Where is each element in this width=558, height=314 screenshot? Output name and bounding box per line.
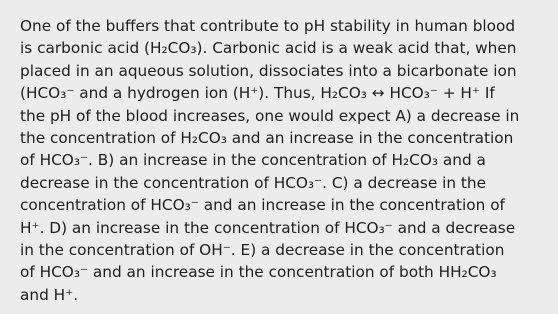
question-text: One of the buffers that contribute to pH stability in human blood is carbonic acid (H₂CO₃). Carbonic acid is a weak acid that, when placed in an aqueous solution, dissociates into a bicarbonate ion (HCO₃⁻ and a hydrogen ion (H⁺). Thus, H₂CO₃ ↔ HCO₃⁻ + H⁺ If the pH of the blood increases, one would expect A) a decrease in the concentration of H₂CO₃ and an increase in the concentration of HCO₃⁻. B) an increase in the concentration of H₂CO₃ and a decrease in the concentration of HCO₃⁻. C) a decrease in the concentration of HCO₃⁻ and an increase in the concentration of H⁺. D) an increase in the concentration of HCO₃⁻ and a decrease in the concentration of OH⁻. E) a decrease in the concentration of HCO₃⁻ and an increase in the concentration of both HH₂CO₃ and H⁺.: [20, 17, 520, 304]
